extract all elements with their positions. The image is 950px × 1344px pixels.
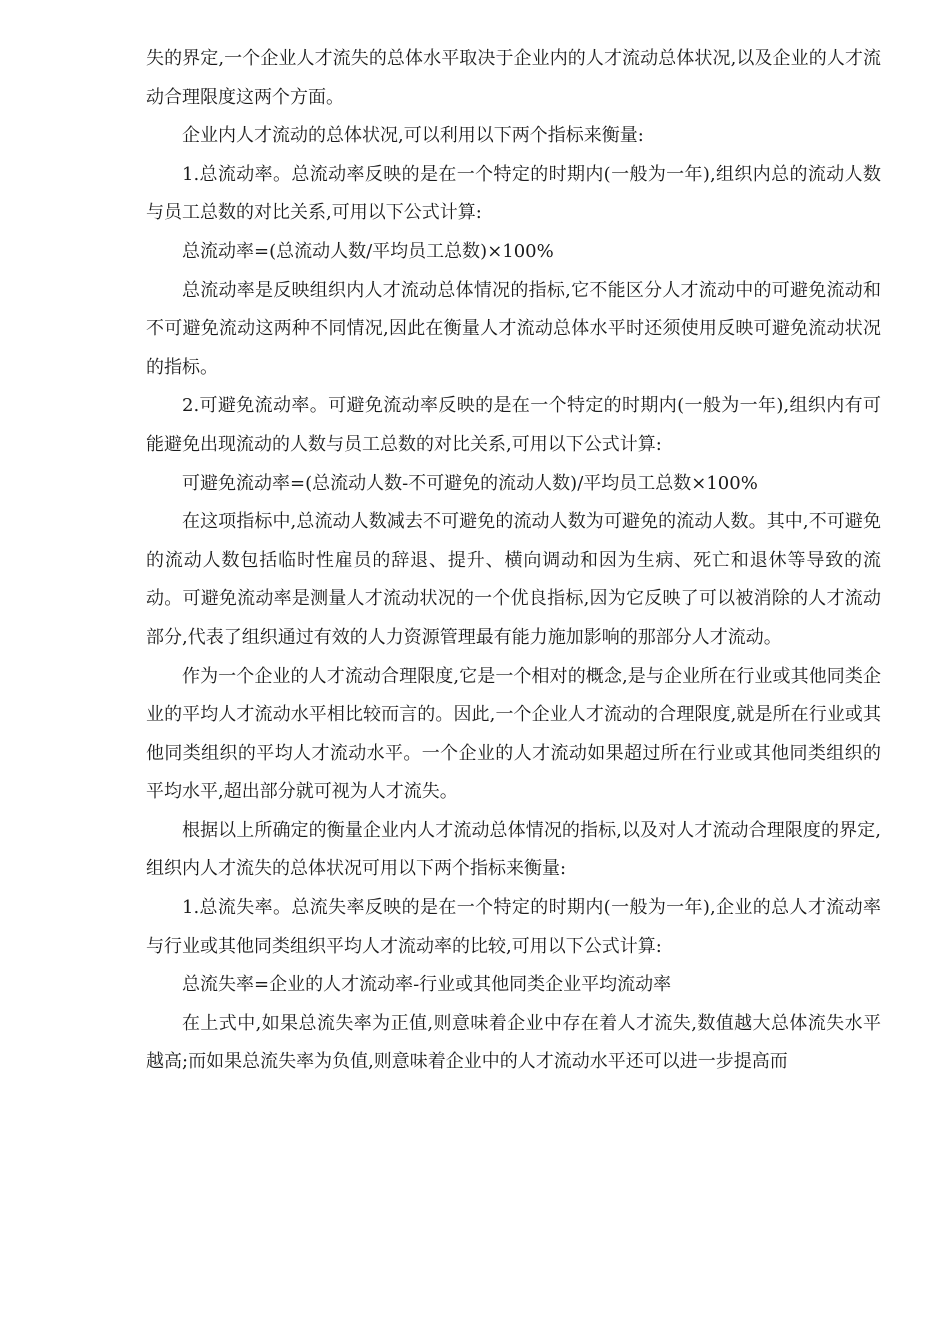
formula-total-turnover: 总流动率=(总流动人数/平均员工总数)×100% xyxy=(182,240,554,262)
paragraph-continuation: 失的界定,一个企业人才流失的总体水平取决于企业内的人才流动总体状况,以及企业的人才流动合理限度这两个方面。 xyxy=(146,48,881,108)
paragraph: 根据以上所确定的衡量企业内人才流动总体情况的指标,以及对人才流动合理限度的界定,组织内人才流失的总体状况可用以下两个指标来衡量: xyxy=(146,819,881,880)
paragraph: 总流动率是反映组织内人才流动总体情况的指标,它不能区分人才流动中的可避免流动和不可避免流动这两种不同情况,因此在衡量人才流动总体水平时还须使用反映可避免流动状况的指标。 xyxy=(146,279,881,378)
document-body xyxy=(146,40,881,1082)
paragraph: 作为一个企业的人才流动合理限度,它是一个相对的概念,是与企业所在行业或其他同类企业的平均人才流动水平相比较而言的。因此,一个企业人才流动的合理限度,就是所在行业或其他同类组织的平均人才流动水平。一个企业的人才流动如果超过所在行业或其他同类组织的平均水平,超出部分就可视为人才流失。 xyxy=(146,665,881,803)
paragraph-item: 2.可避免流动率。可避免流动率反映的是在一个特定的时期内(一般为一年),组织内有可能避免出现流动的人数与员工总数的对比关系,可用以下公式计算: xyxy=(146,395,881,455)
paragraph: 企业内人才流动的总体状况,可以利用以下两个指标来衡量: xyxy=(182,125,644,147)
paragraph: 在这项指标中,总流动人数减去不可避免的流动人数为可避免的流动人数。其中,不可避免的流动人数包括临时性雇员的辞退、提升、横向调动和因为生病、死亡和退休等导致的流动。可避免流动率是测量人才流动状况的一个优良指标,因为它反映了可以被消除的人才流动部分,代表了组织通过有效的人力资源管理最有能力施加影响的那部分人才流动。 xyxy=(146,511,881,648)
formula-avoidable-turnover: 可避免流动率=(总流动人数-不可避免的流动人数)/平均员工总数×100% xyxy=(182,472,758,494)
paragraph-item: 1.总流动率。总流动率反映的是在一个特定的时期内(一般为一年),组织内总的流动人数与员工总数的对比关系,可用以下公式计算: xyxy=(146,163,881,224)
paragraph-item: 1.总流失率。总流失率反映的是在一个特定的时期内(一般为一年),企业的总人才流动率与行业或其他同类组织平均人才流动率的比较,可用以下公式计算: xyxy=(146,897,881,957)
paragraph: 在上式中,如果总流失率为正值,则意味着企业中存在着人才流失,数值越大总体流失水平越高;而如果总流失率为负值,则意味着企业中的人才流动水平还可以进一步提高而 xyxy=(146,1012,881,1073)
formula-total-loss: 总流失率=企业的人才流动率-行业或其他同类企业平均流动率 xyxy=(182,974,672,996)
